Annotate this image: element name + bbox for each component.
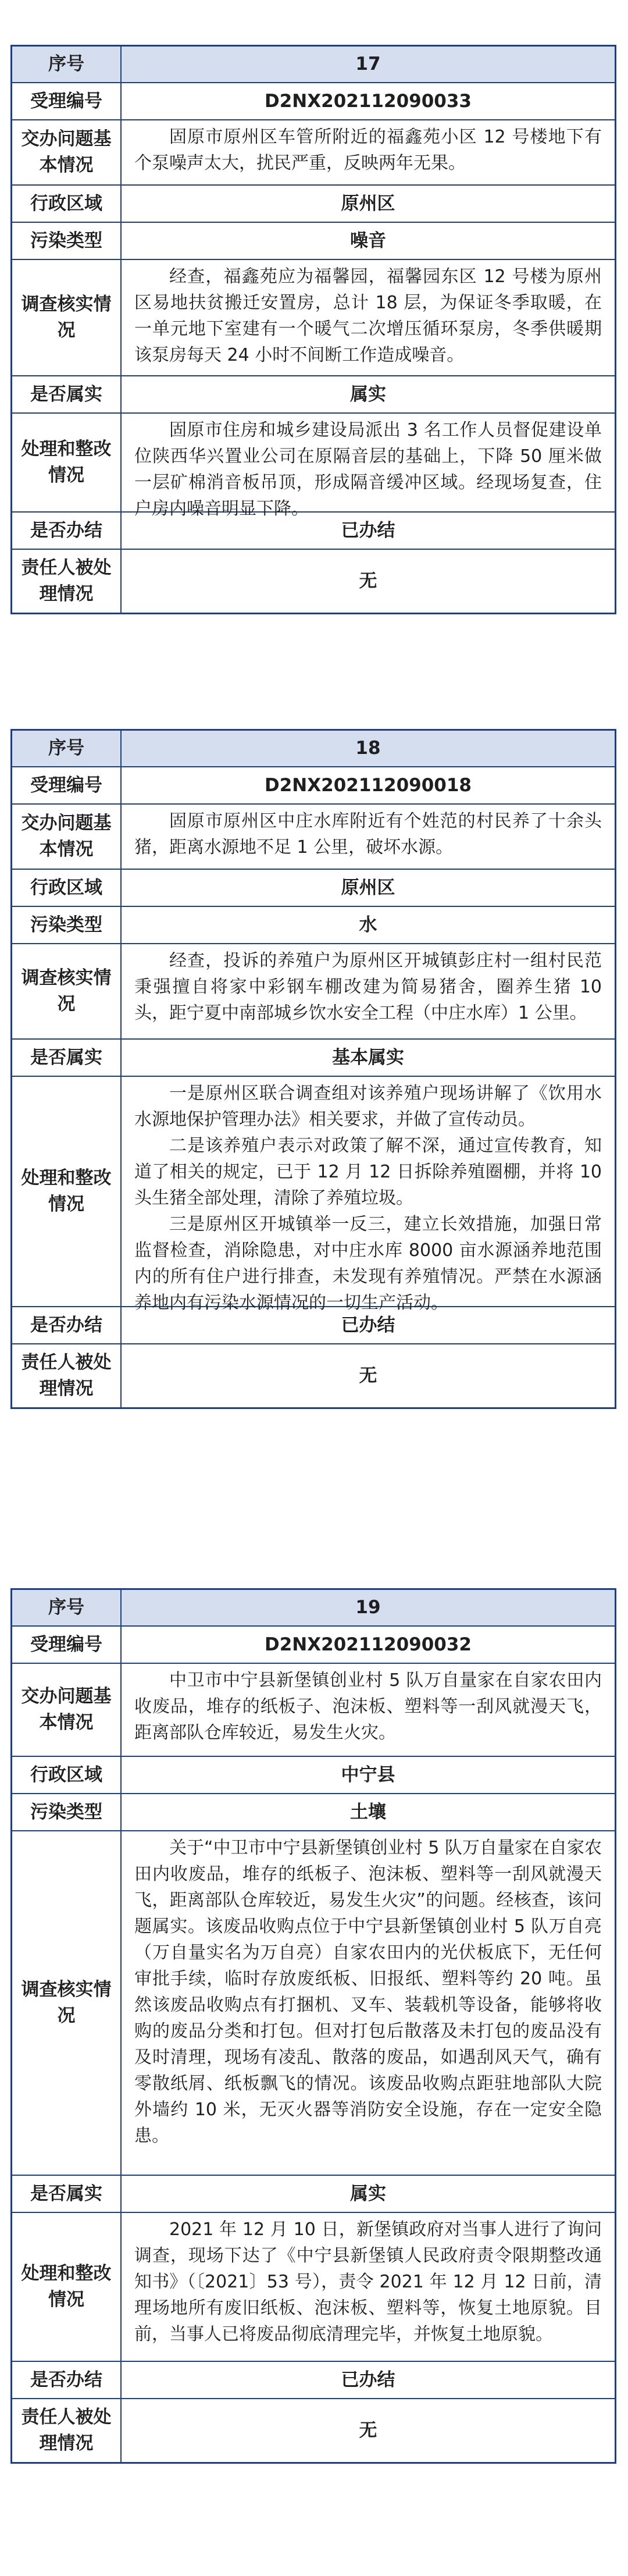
seq-value: 19	[122, 1590, 615, 1625]
problem-label: 交办问题基本情况	[12, 805, 122, 869]
case-no-label: 受理编号	[12, 1627, 122, 1663]
pollution-value: 噪音	[350, 230, 386, 251]
seq-value: 17	[122, 47, 615, 82]
seq-label: 序号	[12, 1590, 122, 1625]
pollution-row	[12, 222, 615, 259]
region-row	[12, 1756, 615, 1793]
handling-row	[12, 412, 615, 519]
investigation-row	[12, 943, 615, 1038]
handling-label: 处理和整改情况	[12, 414, 122, 511]
region-value: 原州区	[341, 193, 395, 214]
case-no-label: 受理编号	[12, 83, 122, 119]
investigation-text: 经查，投诉的养殖户为原州区开城镇彭庄村一组村民范秉强擅自将家中彩钢车棚改建为简易猪舍，圈养生猪 10 头，距宁夏中南部城乡饮水安全工程（中庄水库）1 公里。	[134, 951, 602, 1023]
handling-paragraph: 一是原州区联合调查组对该养殖户现场讲解了《饮用水水源地保护管理办法》相关要求，并做了宣传动员。	[134, 1083, 602, 1130]
problem-text: 固原市原州区中庄水库附近有个姓范的村民养了十余头猪，距离水源地不足 1 公里，破坏水源。	[134, 811, 602, 858]
seq-row	[12, 731, 615, 766]
seq-row	[12, 1590, 615, 1625]
closed-value: 已办结	[341, 1314, 395, 1336]
problem-text: 固原市原州区车管所附近的福鑫苑小区 12 号楼地下有个泵噪声太大，扰民严重，反映两年无果。	[134, 127, 602, 173]
pollution-label: 污染类型	[12, 1794, 122, 1830]
verified-label: 是否属实	[12, 376, 122, 412]
seq-label: 序号	[12, 731, 122, 766]
verified-value: 属实	[350, 383, 386, 405]
problem-label: 交办问题基本情况	[12, 120, 122, 184]
region-row	[12, 869, 615, 906]
verified-row	[12, 375, 615, 412]
case-no-row	[12, 82, 615, 119]
seq-row	[12, 47, 615, 82]
case-no-row	[12, 766, 615, 803]
problem-label: 交办问题基本情况	[12, 1664, 122, 1756]
accountability-label: 责任人被处理情况	[12, 550, 122, 613]
closed-label: 是否办结	[12, 2362, 122, 2398]
region-label: 行政区域	[12, 186, 122, 222]
accountability-row	[12, 1343, 615, 1407]
pollution-label: 污染类型	[12, 223, 122, 259]
pollution-value: 水	[359, 914, 377, 935]
case-no-value: D2NX202112090033	[265, 90, 472, 112]
closed-value: 已办结	[341, 2369, 395, 2390]
handling-text	[122, 1077, 615, 1313]
pollution-row	[12, 906, 615, 943]
verified-label: 是否属实	[12, 2176, 122, 2212]
case-no-label: 受理编号	[12, 767, 122, 803]
accountability-value: 无	[359, 1365, 377, 1386]
handling-row	[12, 2212, 615, 2361]
region-row	[12, 184, 615, 222]
problem-row	[12, 1663, 615, 1756]
record-card	[10, 1588, 616, 2464]
handling-paragraph: 二是该养殖户表示对政策了解不深，通过宣传教育，知道了相关的规定，已于 12 月 12 日拆除养殖圈棚，并将 10 头生猪全部处理，清除了养殖垃圾。	[134, 1136, 602, 1208]
region-label: 行政区域	[12, 1757, 122, 1793]
closed-row	[12, 2361, 615, 2398]
closed-row	[12, 1306, 615, 1343]
problem-row	[12, 803, 615, 869]
pollution-value: 土壤	[350, 1801, 386, 1823]
case-no-value: D2NX202112090018	[265, 774, 472, 796]
investigation-label: 调查核实情况	[12, 944, 122, 1038]
accountability-row	[12, 2398, 615, 2462]
accountability-row	[12, 549, 615, 613]
investigation-row	[12, 1830, 615, 2175]
pollution-row	[12, 1793, 615, 1830]
investigation-row	[12, 259, 615, 375]
handling-label: 处理和整改情况	[12, 1077, 122, 1306]
verified-label: 是否属实	[12, 1040, 122, 1076]
verified-row	[12, 2175, 615, 2212]
investigation-label: 调查核实情况	[12, 1831, 122, 2175]
verified-value: 基本属实	[332, 1047, 404, 1068]
closed-label: 是否办结	[12, 1307, 122, 1343]
pollution-label: 污染类型	[12, 907, 122, 943]
handling-paragraph: 三是原州区开城镇举一反三，建立长效措施，加强日常监督检查，消除隐患，对中庄水库 8000 亩水源涵养地范围内的所有住户进行排查，未发现有养殖情况。严禁在水源涵养地内有污染水源情况的一切生产活动。	[134, 1214, 602, 1313]
closed-row	[12, 511, 615, 549]
region-label: 行政区域	[12, 870, 122, 906]
case-no-value: D2NX202112090032	[265, 1634, 472, 1655]
closed-label: 是否办结	[12, 513, 122, 549]
record-card	[10, 45, 616, 614]
handling-text: 固原市住房和城乡建设局派出 3 名工作人员督促建设单位陕西华兴置业公司在原隔音层的基础上，下降 50 厘米做一层矿棉消音板吊顶，形成隔音缓冲区域。经现场复查，住户房内噪音明显下降。	[134, 420, 602, 519]
handling-text: 2021 年 12 月 10 日，新堡镇政府对当事人进行了询问调查，现场下达了《中宁县新堡镇人民政府责令限期整改通知书》（〔2021〕53 号），责令 2021 年 12 月 12 日前，清理场地所有废旧纸板、泡沫板、塑料等，恢复土地原貌。目前，当事人已将废品彻底清理完毕，并恢复土地原貌。	[134, 2219, 602, 2344]
region-value: 中宁县	[341, 1764, 395, 1785]
problem-text: 中卫市中宁县新堡镇创业村 5 队万自量家在自家农田内收废品，堆存的纸板子、泡沫板、塑料等一刮风就漫天飞，距离部队仓库较近，易发生火灾。	[134, 1670, 602, 1743]
region-value: 原州区	[341, 877, 395, 898]
seq-label: 序号	[12, 47, 122, 82]
accountability-value: 无	[359, 2420, 377, 2441]
investigation-text: 经查，福鑫苑应为福馨园，福馨园东区 12 号楼为原州区易地扶贫搬迁安置房，总计 18 层，为保证冬季取暖，在一单元地下室建有一个暖气二次增压循环泵房，冬季供暖期该泵房每天 24 小时不间断工作造成噪音。	[134, 266, 602, 365]
problem-row	[12, 119, 615, 184]
record-card	[10, 729, 616, 1409]
investigation-text: 关于“中卫市中宁县新堡镇创业村 5 队万自量家在自家农田内收废品，堆存的纸板子、泡沫板、塑料等一刮风就漫天飞，距离部队仓库较近，易发生火灾”的问题。经核查，该问题属实。该废品收购点位于中宁县新堡镇创业村 5 队万自亮（万自量实名为万自亮）自家农田内的光伏板底下，无任何审批手续，临时存放废纸板、旧报纸、塑料等约 20 吨。虽然该废品收购点有打捆机、叉车、装载机等设备，能够将收购的废品分类和打包。但对打包后散落及未打包的废品没有及时清理，现场有凌乱、散落的废品，如遇刮风天气，确有零散纸屑、纸板飘飞的情况。该废品收购点距驻地部队大院外墙约 10 米，无灭火器等消防安全设施，存在一定安全隐患。	[134, 1838, 602, 2146]
handling-row	[12, 1076, 615, 1313]
handling-label: 处理和整改情况	[12, 2213, 122, 2361]
accountability-value: 无	[359, 570, 377, 592]
seq-value: 18	[122, 731, 615, 766]
verified-value: 属实	[350, 2183, 386, 2204]
accountability-label: 责任人被处理情况	[12, 2399, 122, 2462]
closed-value: 已办结	[341, 520, 395, 541]
case-no-row	[12, 1625, 615, 1663]
verified-row	[12, 1038, 615, 1076]
investigation-label: 调查核实情况	[12, 260, 122, 375]
accountability-label: 责任人被处理情况	[12, 1344, 122, 1407]
